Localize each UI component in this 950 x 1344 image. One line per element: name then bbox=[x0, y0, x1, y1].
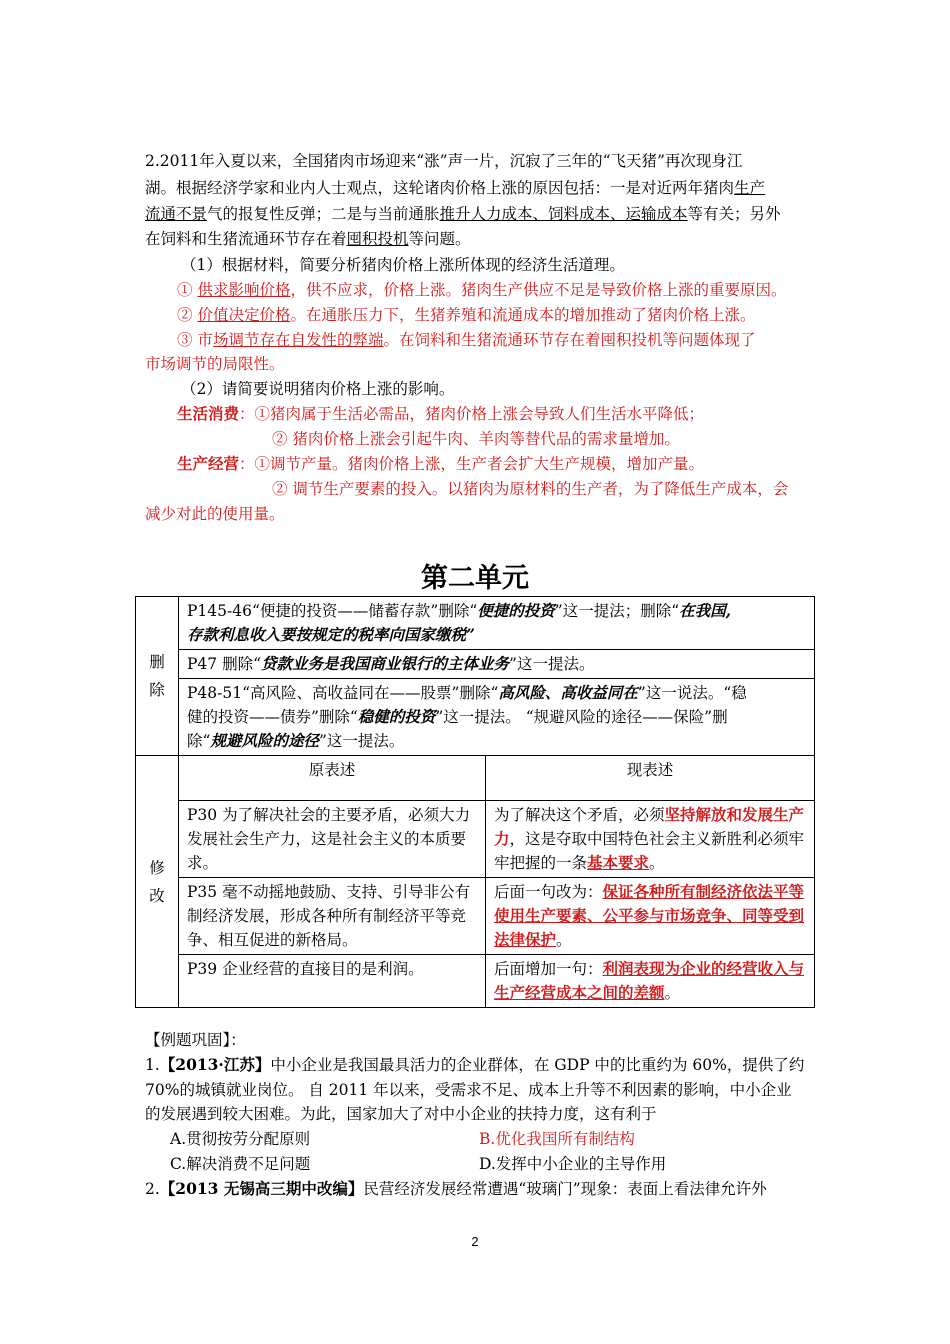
example-1-line-1: 1.【2013·江苏】中小企业是我国最具活力的企业群体，在 GDP 中的比重约为 60%，提供了约 bbox=[145, 1055, 805, 1074]
q2-line-1: 2.2011年入夏以来，全国猪肉市场迎来“涨”声一片，沉寂了三年的“飞天猪”再次现身江 bbox=[145, 152, 743, 170]
delete-row-1: P145-46“便捷的投资——储蓄存款”删除“便捷的投资”这一提法；删除“在我国, 存款利息收入要按规定的税率向国家缴税” bbox=[179, 597, 815, 650]
modify-row-3-current: 后面增加一句：利润表现为企业的经营收入与生产经营成本之间的差额。 bbox=[486, 955, 815, 1008]
q2-line-2: 湖。根据经济学家和业内人士观点，这轮诸肉价格上涨的原因包括：一是对近两年猪肉生产 bbox=[145, 179, 766, 197]
answer-1-2: ② 价值决定价格。在通胀压力下，生猪养殖和流通成本的增加推动了猪肉价格上涨。 bbox=[177, 306, 756, 324]
q2-line-3: 流通不景气的报复性反弹；二是与当前通胀推升人力成本、饲料成本、运输成本等有关；另外 bbox=[145, 205, 781, 223]
page-number: 2 bbox=[471, 1234, 479, 1249]
examples-header: 【例题巩固】： bbox=[145, 1031, 246, 1049]
example-2-line-1: 2.【2013 无锡高三期中改编】民营经济发展经常遭遇“玻璃门”现象：表面上看法律允许外 bbox=[145, 1179, 767, 1198]
sub-question-1: （1）根据材料，简要分析猪肉价格上涨所体现的经济生活道理。 bbox=[181, 256, 625, 274]
modify-row-2-original: P35 毫不动摇地鼓励、支持、引导非公有制经济发展，形成各种所有制经济平等竞争、相互促进的新格局。 bbox=[179, 878, 486, 955]
answer-2-1: 生活消费：①猪肉属于生活必需品，猪肉价格上涨会导致人们生活水平降低； bbox=[177, 404, 705, 423]
answer-1-3: ③ 市场调节存在自发性的弊端。在饲料和生猪流通环节存在着囤积投机等问题体现了 bbox=[177, 331, 756, 349]
example-1-line-3: 的发展遇到较大困难。为此，国家加大了对中小企业的扶持力度，这有利于 bbox=[145, 1105, 657, 1123]
answer-2-4: ② 调节生产要素的投入。以猪肉为原材料的生产者，为了降低生产成本，会 bbox=[272, 480, 789, 498]
answer-2-3: 生产经营：①调节产量。猪肉价格上涨，生产者会扩大生产规模，增加产量。 bbox=[177, 454, 705, 473]
col-header-original: 原表述 bbox=[179, 756, 486, 801]
modify-row-1-current: 为了解决这个矛盾，必须坚持解放和发展生产力，这是夺取中国特色社会主义新胜利必须牢牢把握的一条基本要求。 bbox=[486, 801, 815, 878]
delete-label: 删除 bbox=[136, 597, 179, 756]
option-b: B.优化我国所有制结构 bbox=[479, 1130, 635, 1148]
option-d: D.发挥中小企业的主导作用 bbox=[479, 1155, 667, 1173]
modify-row-3-original: P39 企业经营的直接目的是利润。 bbox=[179, 955, 486, 1008]
option-c: C.解决消费不足问题 bbox=[170, 1155, 311, 1173]
answer-2-2: ② 猪肉价格上涨会引起牛肉、羊肉等替代品的需求量增加。 bbox=[272, 430, 680, 448]
answer-1-1: ① 供求影响价格，供不应求，价格上涨。猪肉生产供应不足是导致价格上涨的重要原因。 bbox=[177, 281, 787, 299]
answer-2-4-cont: 减少对此的使用量。 bbox=[145, 505, 285, 523]
q2-line-4: 在饲料和生猪流通环节存在着囤积投机等问题。 bbox=[145, 230, 471, 248]
modify-label: 修改 bbox=[136, 756, 179, 1008]
col-header-current: 现表述 bbox=[486, 756, 815, 801]
changes-table bbox=[135, 596, 815, 1008]
sub-question-2: （2）请简要说明猪肉价格上涨的影响。 bbox=[181, 380, 455, 398]
delete-row-3: P48-51“高风险、高收益同在——股票”删除“高风险、高收益同在”这一说法。“稳 健的投资——债券”删除“稳健的投资”这一提法。 “规避风险的途径——保险”删 除“规避风险的途径”这一提法。 bbox=[179, 679, 815, 756]
example-1-line-2: 70%的城镇就业岗位。 自 2011 年以来，受需求不足、成本上升等不利因素的影响，中小企业 bbox=[145, 1081, 792, 1099]
modify-row-1-original: P30 为了解决社会的主要矛盾，必须大力发展社会生产力，这是社会主义的本质要求。 bbox=[179, 801, 486, 878]
delete-row-2: P47 删除“贷款业务是我国商业银行的主体业务”这一提法。 bbox=[179, 650, 815, 679]
option-a: A.贯彻按劳分配原则 bbox=[170, 1130, 311, 1148]
unit-title: 第二单元 bbox=[421, 563, 529, 594]
answer-1-3-cont: 市场调节的局限性。 bbox=[145, 355, 285, 373]
modify-row-2-current: 后面一句改为：保证各种所有制经济依法平等使用生产要素、公平参与市场竞争、同等受到法律保护。 bbox=[486, 878, 815, 955]
